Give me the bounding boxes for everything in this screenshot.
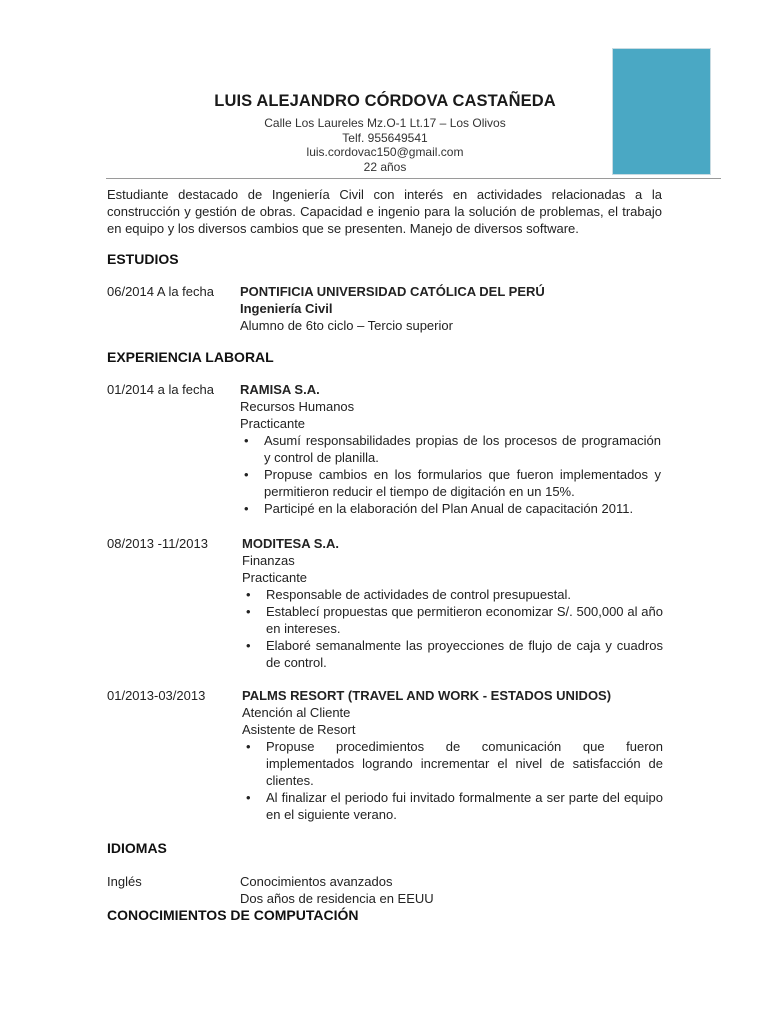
- experience-role: Practicante: [240, 416, 306, 431]
- candidate-name: LUIS ALEJANDRO CÓRDOVA CASTAÑEDA: [214, 92, 556, 110]
- achievement-list: [242, 586, 663, 671]
- address: Calle Los Laureles Mz.O-1 Lt.17 – Los Olivos: [264, 116, 506, 130]
- company-name: RAMISA S.A.: [240, 382, 320, 397]
- achievement-item: • Propuse cambios en los formularios que fueron implementados y permitieron reducir el tiempo de digitación en un 15%.: [240, 466, 661, 500]
- experience-body: [242, 687, 663, 823]
- achievement-item: • Participé en la elaboración del Plan Anual de capacitación 2011.: [240, 500, 661, 517]
- career-name: Ingeniería Civil: [240, 301, 333, 316]
- experience-area: Finanzas: [242, 553, 295, 568]
- achievement-item: • Establecí propuestas que permitieron economizar S/. 500,000 al año en intereses.: [242, 603, 663, 637]
- profile-summary: Estudiante destacado de Ingeniería Civil con interés en actividades relacionadas a la construcción y gestión de obras. Capacidad e ingenio para la solución de problemas, el trabajo en equipo y los diversos cambios que se presenten. Manejo de diversos software.: [107, 187, 662, 236]
- achievement-item: • Elaboré semanalmente las proyecciones de flujo de caja y cuadros de control.: [242, 637, 663, 671]
- age: 22 años: [363, 159, 407, 174]
- achievement-list: [240, 432, 661, 517]
- studies-body: [240, 283, 661, 334]
- achievement-item: • Responsable de actividades de control presupuestal.: [242, 586, 663, 603]
- section-title-studies: ESTUDIOS: [107, 251, 179, 267]
- company-name: MODITESA S.A.: [242, 536, 340, 551]
- experience-role: Asistente de Resort: [242, 722, 356, 737]
- experience-date: 08/2013 -11/2013: [107, 536, 208, 551]
- experience-role: Practicante: [242, 570, 308, 585]
- section-title-languages: IDIOMAS: [107, 840, 167, 856]
- company-name: PALMS RESORT (TRAVEL AND WORK - ESTADOS UNIDOS): [242, 688, 612, 703]
- studies-detail: Alumno de 6to ciclo – Tercio superior: [240, 318, 453, 333]
- language-detail: Dos años de residencia en EEUU: [240, 891, 434, 906]
- experience-body: [240, 381, 661, 517]
- language-name: Inglés: [107, 874, 142, 889]
- header-divider: [106, 178, 721, 179]
- experience-date: 01/2013-03/2013: [107, 688, 206, 703]
- experience-body: [242, 535, 663, 671]
- phone: Telf. 955649541: [342, 130, 428, 145]
- experience-area: Atención al Cliente: [242, 705, 351, 720]
- language-body: [240, 873, 661, 907]
- resume-header: [130, 92, 640, 174]
- achievement-item: • Asumí responsabilidades propias de los procesos de programación y control de planilla.: [240, 432, 661, 466]
- language-level: Conocimientos avanzados: [240, 874, 393, 889]
- achievement-item: • Propuse procedimientos de comunicación que fueron implementados logrando incrementar el nivel de satisfacción de clientes.: [242, 738, 663, 789]
- studies-date: 06/2014 A la fecha: [107, 284, 214, 299]
- section-title-computing: CONOCIMIENTOS DE COMPUTACIÓN: [107, 907, 359, 923]
- institution-name: PONTIFICIA UNIVERSIDAD CATÓLICA DEL PERÚ: [240, 284, 545, 299]
- achievement-list: [242, 738, 663, 823]
- achievement-item: • Al finalizar el periodo fui invitado formalmente a ser parte del equipo en el siguiente verano.: [242, 789, 663, 823]
- email: luis.cordovac150@gmail.com: [306, 145, 464, 159]
- experience-area: Recursos Humanos: [240, 399, 355, 414]
- experience-date: 01/2014 a la fecha: [107, 382, 214, 397]
- section-title-experience: EXPERIENCIA LABORAL: [107, 349, 274, 365]
